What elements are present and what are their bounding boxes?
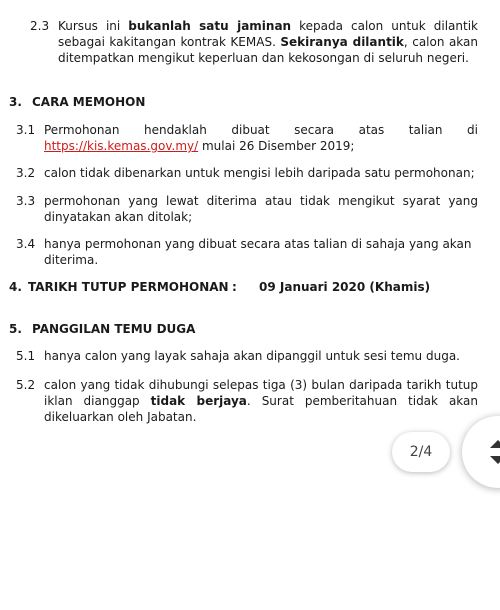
closing-date: 09 Januari 2020 (Khamis)	[259, 280, 431, 294]
paragraph-5-2	[44, 377, 478, 425]
up-down-chevron-icon	[480, 434, 500, 470]
text: Permohonan hendaklah dibuat secara atas talian di	[44, 123, 478, 137]
section-number: 5.	[9, 322, 22, 336]
text: mulai 26 Disember 2019;	[198, 139, 355, 153]
item-number: 3.4	[16, 237, 36, 251]
application-link[interactable]: https://kis.kemas.gov.my/	[44, 139, 199, 153]
scroll-handle-button[interactable]	[462, 416, 500, 488]
item-number: 2.3	[30, 19, 50, 33]
section-number: 3.	[9, 95, 22, 109]
item-number: 3.1	[16, 123, 36, 137]
paragraph-3-4: hanya permohonan yang dibuat secara atas talian di sahaja yang akan diterima.	[44, 237, 472, 267]
closing-separator: :	[232, 280, 237, 294]
text: Kursus ini	[58, 19, 129, 33]
text: , calon akan ditempatkan mengikut keperluan dan kekosongan di seluruh negeri.	[58, 35, 479, 65]
section-heading: PANGGILAN TEMU DUGA	[32, 322, 196, 336]
bold-text: tidak berjaya	[150, 394, 247, 408]
item-number: 5.2	[16, 378, 36, 392]
paragraph-3-2: calon tidak dibenarkan untuk mengisi lebih daripada satu permohonan;	[44, 166, 475, 180]
paragraph-5-1: hanya calon yang layak sahaja akan dipanggil untuk sesi temu duga.	[44, 349, 460, 363]
paragraph-3-3: permohonan yang lewat diterima atau tidak mengikut syarat yang dinyatakan akan ditolak;	[44, 194, 478, 224]
bold-text: bukanlah satu jaminan	[128, 19, 292, 33]
item-number: 5.1	[16, 349, 36, 363]
text: . Surat pemberitahuan tidak akan dikeluarkan oleh Jabatan.	[44, 394, 479, 424]
page-indicator-label: 2/4	[409, 444, 433, 460]
section-number: 4.	[9, 280, 22, 294]
section-heading: TARIKH TUTUP PERMOHONAN	[28, 280, 229, 294]
text: calon yang tidak dihubungi selepas tiga (3) bulan daripada tarikh tutup iklan dianggap	[44, 378, 478, 408]
bold-text: Sekiranya dilantik	[280, 35, 404, 49]
item-number: 3.2	[16, 166, 36, 180]
text: kepada calon untuk dilantik sebagai kakitangan kontrak KEMAS.	[58, 19, 478, 49]
paragraph-2-3	[58, 18, 478, 66]
page-indicator	[392, 432, 450, 472]
paragraph-3-1	[44, 122, 478, 154]
section-heading: CARA MEMOHON	[32, 95, 146, 109]
item-number: 3.3	[16, 194, 36, 208]
